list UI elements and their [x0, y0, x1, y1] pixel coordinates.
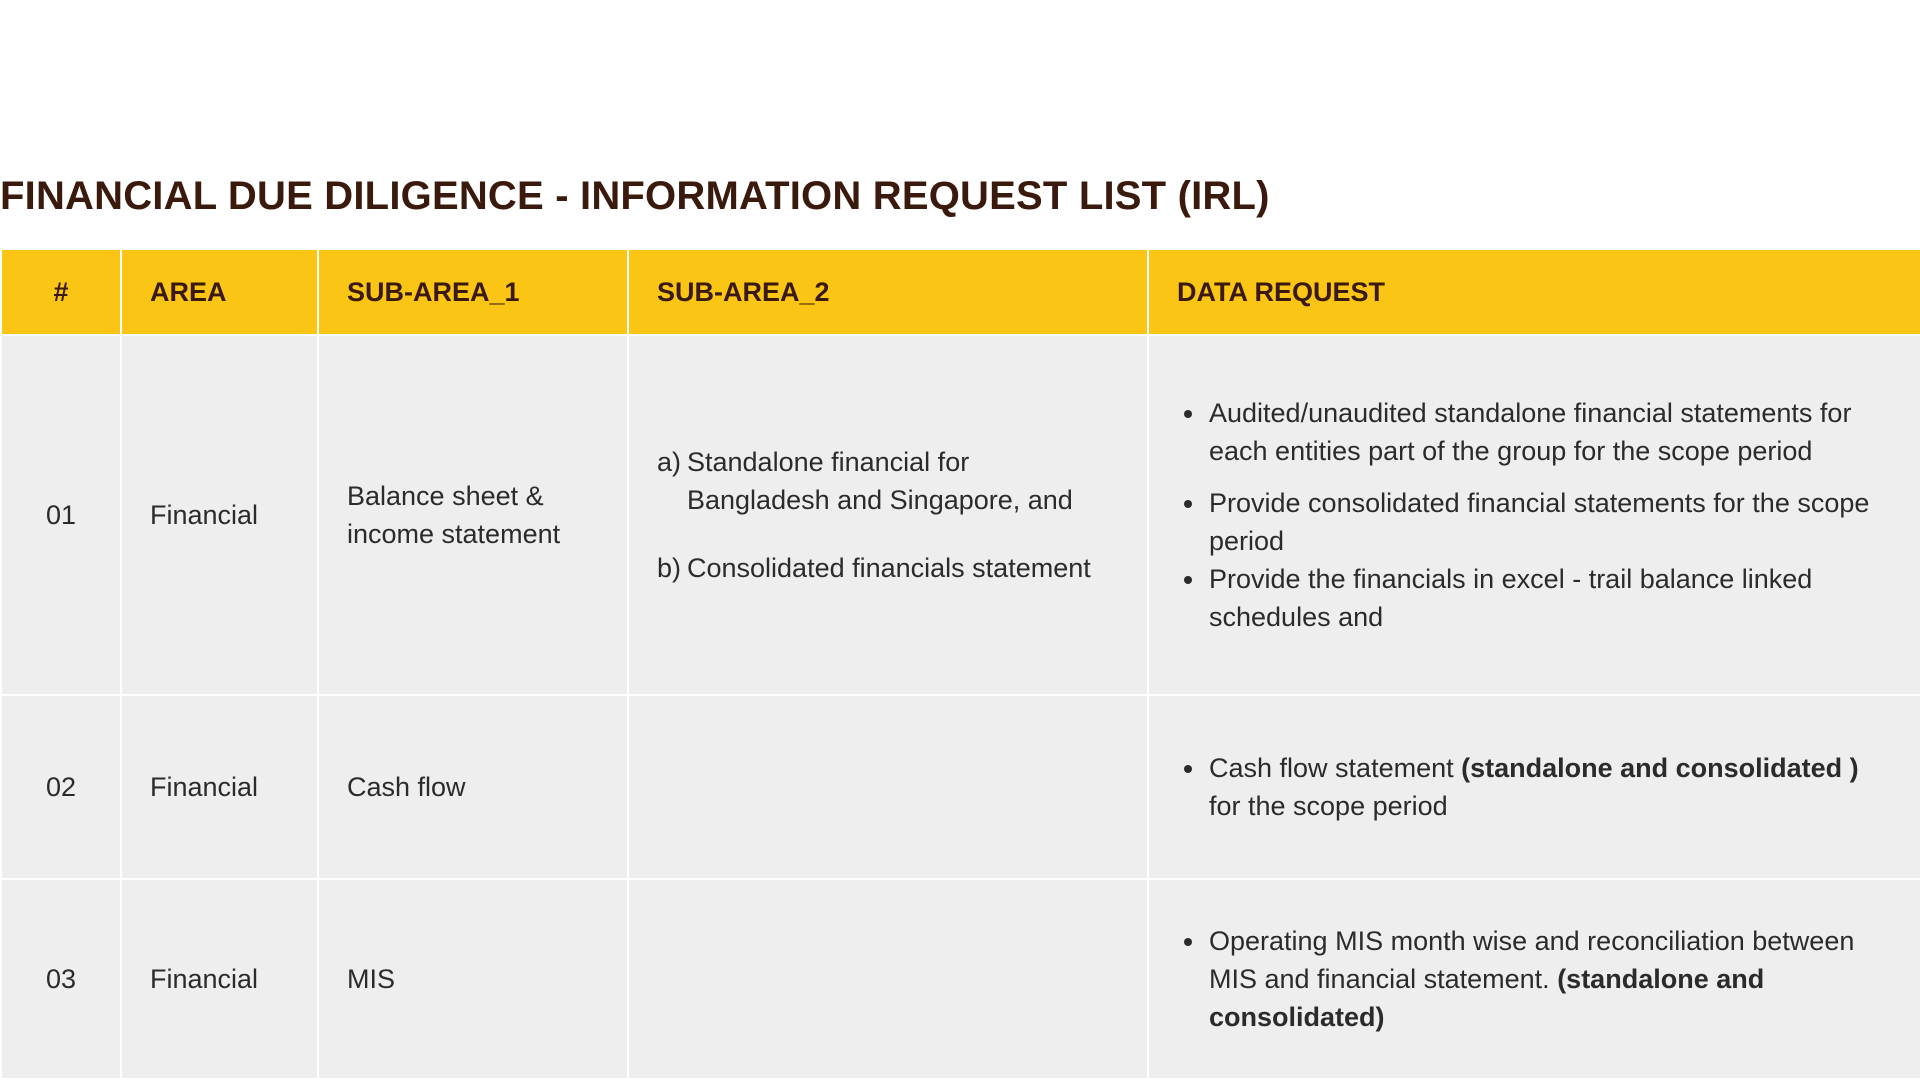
row-area: Financial — [121, 335, 318, 695]
header-area: AREA — [121, 249, 318, 335]
data-request-list — [1177, 394, 1892, 636]
row-sub-area-2 — [628, 879, 1148, 1079]
sub-area-2-text: Consolidated financials statement — [687, 553, 1091, 583]
row-sub-area-1: Cash flow — [318, 695, 628, 879]
request-emphasis: (standalone and consolidated) — [1209, 964, 1765, 1032]
sub-area-2-marker: a) — [657, 447, 682, 477]
row-number: 03 — [1, 879, 121, 1079]
page-title: FINANCIAL DUE DILIGENCE - INFORMATION REQUEST LIST (IRL) — [0, 174, 1270, 218]
row-number: 01 — [1, 335, 121, 695]
request-emphasis: (standalone and consolidated ) — [1461, 753, 1859, 783]
sub-area-2-marker: b) — [657, 553, 682, 583]
row-data-request — [1148, 695, 1920, 879]
data-request-list — [1177, 922, 1892, 1036]
request-text: for the scope period — [1209, 791, 1448, 821]
header-num: # — [1, 249, 121, 335]
row-sub-area-2 — [628, 335, 1148, 695]
row-area: Financial — [121, 695, 318, 879]
header-sub-area-1: SUB-AREA_1 — [318, 249, 628, 335]
row-sub-area-2 — [628, 695, 1148, 879]
header-data-request: DATA REQUEST — [1148, 249, 1920, 335]
request-text: Cash flow statement — [1209, 753, 1462, 783]
row-sub-area-1: Balance sheet & income statement — [318, 335, 628, 695]
row-sub-area-1: MIS — [318, 879, 628, 1079]
row-number: 02 — [1, 695, 121, 879]
table-row — [1, 879, 1920, 1079]
data-request-item — [1207, 922, 1892, 1036]
sub-area-2-text: Standalone financial for Bangladesh and Singapore, and — [687, 447, 1073, 515]
data-request-item — [1207, 749, 1892, 825]
data-request-item: • Audited/unaudited standalone financial statements for each entities part of the group for the scope period — [1207, 394, 1892, 470]
sub-area-2-list — [657, 443, 1119, 587]
data-request-item: • Provide consolidated financial statements for the scope period — [1207, 484, 1892, 560]
header-sub-area-2: SUB-AREA_2 — [628, 249, 1148, 335]
data-request-list — [1177, 749, 1892, 825]
request-text: Operating MIS month wise and reconciliation between MIS and financial statement. — [1209, 926, 1855, 994]
table-row — [1, 335, 1920, 695]
sub-area-2-item — [657, 443, 1119, 519]
table-header-row — [1, 249, 1920, 335]
row-data-request — [1148, 879, 1920, 1079]
table-row — [1, 695, 1920, 879]
data-request-item: • Provide the financials in excel - trail balance linked schedules and — [1207, 560, 1892, 636]
irl-table — [0, 248, 1920, 1080]
row-area: Financial — [121, 879, 318, 1079]
row-data-request — [1148, 335, 1920, 695]
sub-area-2-item — [657, 549, 1119, 587]
